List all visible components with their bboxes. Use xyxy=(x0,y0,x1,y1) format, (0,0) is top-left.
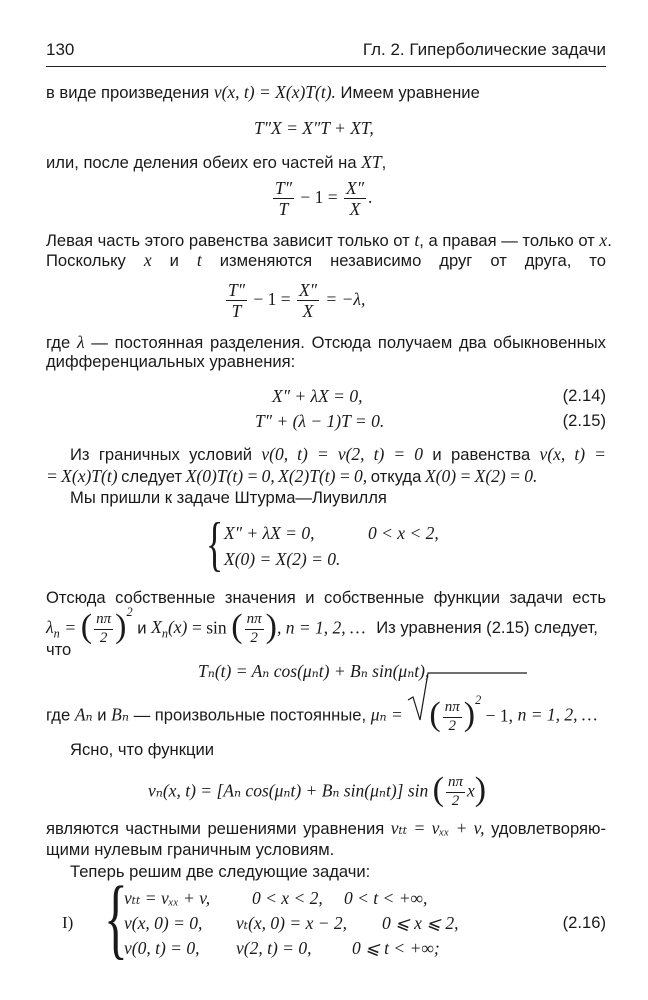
equation-main: T″X = X″T + XT, xyxy=(254,118,374,138)
equation-2-14: X″ + λX = 0, (2.14) xyxy=(272,386,606,406)
page-number: 130 xyxy=(46,40,75,59)
chapter-title: Гл. 2. Гиперболические задачи xyxy=(362,40,606,59)
formula-eigen-line: $\lambda_n$ = ( $\frac{n\pi}{2}$ )$^2$ и $X_n(x) = \sin$ ( $\frac{n\pi}{2}$ ), n = 1, 2, … Из уравнения (2.15) следует, xyxy=(46,605,598,646)
paragraph-intro: в виде произведения v(x, t) = X(x)T(t). Имеем уравнение xyxy=(46,82,480,102)
paragraph-division: или, после деления обеих его частей на XT, xyxy=(46,152,387,172)
fraction-T: $\frac{T''}{T}$ xyxy=(275,178,293,220)
paragraph-clear: Ясно, что функции xyxy=(70,740,215,759)
left-brace: { xyxy=(104,869,128,968)
equation-divided: $\frac{T''}{T}$ − 1 = $\frac{X''}{X}$ . xyxy=(275,178,373,220)
left-brace: { xyxy=(206,511,224,577)
problem-label: I) xyxy=(62,913,74,932)
book-page: 130 Гл. 2. Гиперболические задачи в виде произведения v(x, t) = X(x)T(t). Имеем уравнение T″X = X″T + XT, или, после деления обеих его частей на XT, $\frac{T''}{T}$ − 1 = $\frac{X''}{X}$ . Левая часть этого равенства зависит только от t, а правая — только от x. Поскольку x и t изменяются независимо друг от друга, то $\frac{T''}{T}$ − 1 = $\frac{X''}{X}$ = −λ, где λ — постоянная разделения. Отсюда получаем два обыкновенных дифференциальных уравнения: X″ + λX = 0, (2.14) T″ + (λ − 1)T = 0. (2.15) Из граничных условий v(0, t) = v(2, t) = 0 и равенства v(x, t) = = X(x)T(t) следует X(0)T(t) = 0, X(2)T(t) = 0, откуда X(0) = X(2) = 0. Мы пришли к задаче Штурма—Лиувилля { X″ + λX = 0, 0 < x < 2, X(0) = X(2) = 0. Отсюда собственные значения и собственные функции задачи есть $\lambda_n$ = ( $\frac{n\pi}{2}$ )$^2$ и $X_n(x) = \sin$ ( $\frac{n\pi}{2}$ ), n = 1, 2, … Из уравнения (2.15) следует, что Tₙ(t) = Aₙ cos(μₙt) + Bₙ sin(μₙt), где Aₙ и Bₙ — произвольные постоянные, μₙ = ( $\frac{n\pi}{2}$ )$^2$ − 1, n = 1, 2, … Ясно, что функции vₙ(x, t) = [Aₙ cos(μₙt) + Bₙ sin(μₙt)] sin ( $\frac{n\pi}{2}$ x) являются частными решениями уравнения vₜₜ = vₓₓ + v, удовлетворяю- щими нулевым граничным условиям. Теперь решим две следующие задачи: I) { vₜₜ = vₓₓ + v, 0 < x < 2, 0 < t < +∞, v(x, 0) = 0, vₜ(x, 0) = x − 2, 0 ⩽ x ⩽ 2, v(0, t) = 0, v(2, t) = 0, 0 ⩽ t < +∞; (2.16) xyxy=(46,40,612,968)
equation-tag: (2.15) xyxy=(562,411,606,430)
fraction-X: $\frac{X''}{X}$ xyxy=(346,178,365,220)
paragraph-independent: Поскольку x и t изменяются независимо друг от друга, то xyxy=(46,250,606,270)
paragraph-left-right: Левая часть этого равенства зависит только от t, а правая — только от x. xyxy=(46,230,612,250)
sqrt-expression: ( $\frac{n\pi}{2}$ )$^2$ − 1, xyxy=(407,698,513,735)
equation-vn: vₙ(x, t) = [Aₙ cos(μₙt) + Bₙ sin(μₙt)] sin ( $\frac{n\pi}{2}$ x) xyxy=(148,771,487,809)
formula-product: v(x, t) = X(x)T(t). xyxy=(213,82,336,102)
equation-2-15: T″ + (λ − 1)T = 0. (2.15) xyxy=(255,411,606,431)
equation-lambda: $\frac{T''}{T}$ − 1 = $\frac{X''}{X}$ = −λ, xyxy=(228,280,366,322)
equation-tag: (2.14) xyxy=(562,386,606,405)
paragraph-partial-solutions: являются частными решениями уравнения vₜₜ = vₓₓ + v, удовлетворяю- xyxy=(46,818,606,838)
paragraph-boundary: Из граничных условий v(0, t) = v(2, t) = 0 и равенства v(x, t) = xyxy=(70,444,606,464)
paragraph-next-problems: Теперь решим две следующие задачи: xyxy=(70,862,371,881)
paragraph-separation-const: где λ — постоянная разделения. Отсюда получаем два обыкновенных xyxy=(46,332,606,352)
equation-Tn: Tₙ(t) = Aₙ cos(μₙt) + Bₙ sin(μₙt), xyxy=(198,661,430,681)
running-header xyxy=(46,39,606,63)
header-rule xyxy=(46,66,606,67)
paragraph-eigen: Отсюда собственные значения и собственные функции задачи есть xyxy=(46,588,606,607)
paragraph-constants: где Aₙ и Bₙ — произвольные постоянные, μₙ = ( $\frac{n\pi}{2}$ )$^2$ − 1, n = 1, 2, … xyxy=(46,698,606,748)
system-problem-I: I) { vₜₜ = vₓₓ + v, 0 < x < 2, 0 < t < +∞, v(x, 0) = 0, vₜ(x, 0) = x − 2, 0 ⩽ x ⩽ 2, v(0, t) = 0, v(2, t) = 0, 0 ⩽ t < +∞; (2.16) xyxy=(62,869,606,968)
system-sturm-liouville: { X″ + λX = 0, 0 < x < 2, X(0) = X(2) = 0. xyxy=(206,511,439,577)
equation-tag: (2.16) xyxy=(562,913,606,932)
paragraph-sturm: Мы пришли к задаче Штурма—Лиувилля xyxy=(70,488,387,507)
